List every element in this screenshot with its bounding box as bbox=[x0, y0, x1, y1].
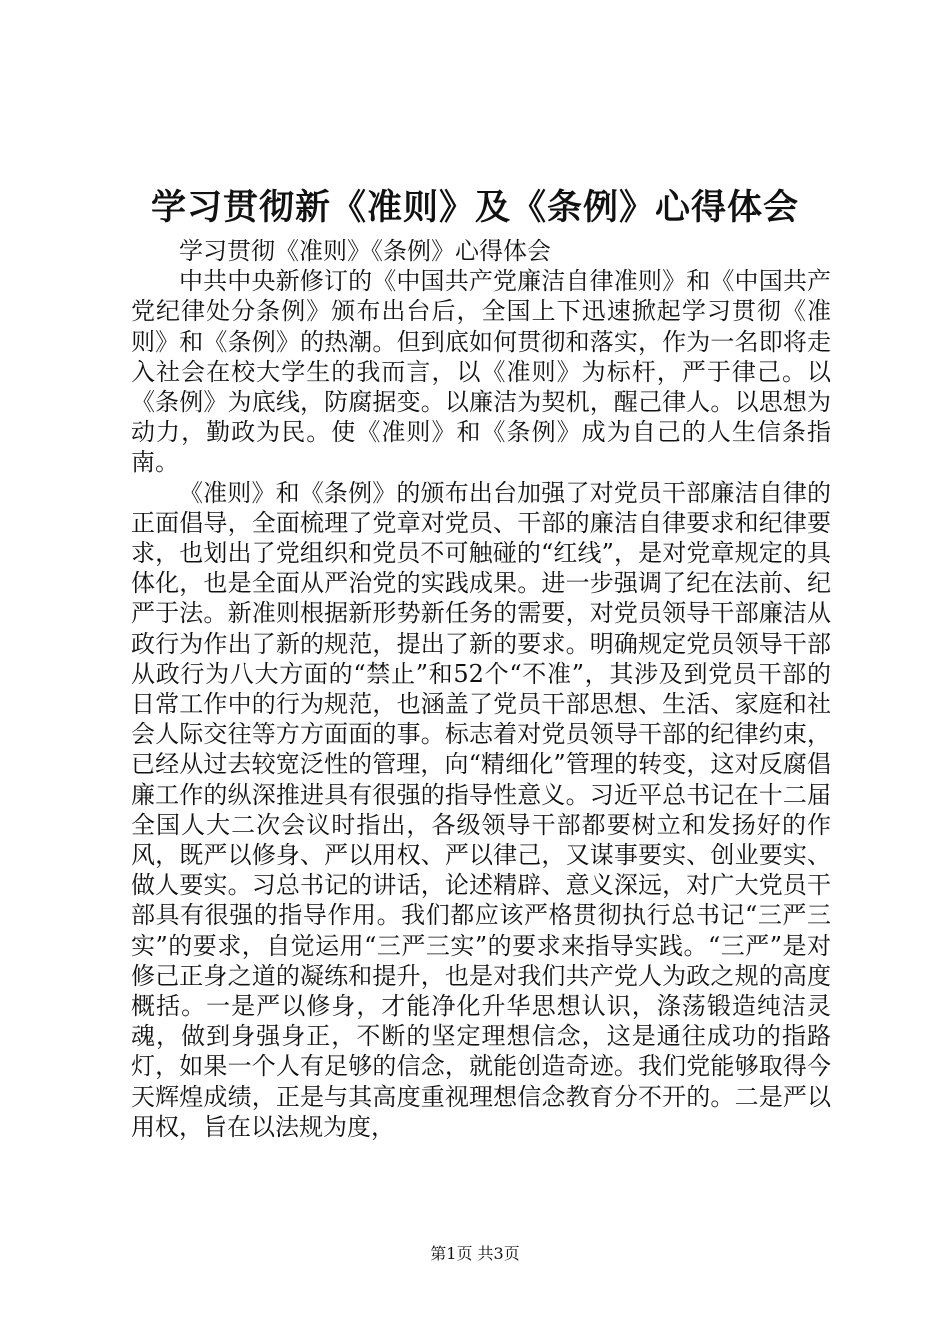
document-title: 学习贯彻新《准则》及《条例》心得体会 bbox=[150, 187, 799, 228]
page-number-footer: 第1页 共3页 bbox=[430, 1244, 520, 1263]
paragraph-2: 《准则》和《条例》的颁布出台加强了对党员干部廉洁自律的正面倡导，全面梳理了党章对党员、干部的廉洁自律要求和纪律要求，也划出了党组织和党员不可触碰的“红线”，是对党章规定的具体化，也是全面从严治党的实践成果。进一步强调了纪在法前、纪严于法。新准则根据新形势新任务的需要，对党员领导干部廉洁从政行为作出了新的规范，提出了新的要求。明确规定党员领导干部从政行为八大方面的“禁止”和52个“不准”，其涉及到党员干部的日常工作中的行为规范，也涵盖了党员干部思想、生活、家庭和社会人际交往等方方面面的事。标志着对党员领导干部的纪律约束，已经从过去较宽泛性的管理，向“精细化”管理的转变，这对反腐倡廉工作的纵深推进具有很强的指导性意义。习近平总书记在十二届全国人大二次会议时指出，各级领导干部都要树立和发扬好的作风，既严以修身、严以用权、严以律己，又谋事要实、创业要实、做人要实。习总书记的讲话，论述精辟、意义深远，对广大党员干部具有很强的指导作用。我们都应该严格贯彻执行总书记“三严三实”的要求，自觉运用“三严三实”的要求来指导实践。“三严”是对修己正身之道的凝练和提升，也是对我们共产党人为政之规的高度概括。一是严以修身，才能净化升华思想认识，涤荡锻造纯洁灵魂，做到身强身正，不断的坚定理想信念，这是通往成功的指路灯，如果一个人有足够的信念，就能创造奇迹。我们党能够取得今天辉煌成绩，正是与其高度重视理想信念教育分不开的。二是严以用权，旨在以法规为度， bbox=[131, 478, 831, 1141]
document-subtitle: 学习贯彻《准则》《条例》心得体会 bbox=[179, 237, 551, 265]
paragraph-1: 中共中央新修订的《中国共产党廉洁自律准则》和《中国共产党纪律处分条例》颁布出台后，全国上下迅速掀起学习贯彻《准则》和《条例》的热潮。但到底如何贯彻和落实，作为一名即将走入社会在校大学生的我而言，以《准则》为标杆，严于律己。以《条例》为底线，防腐据变。以廉洁为契机，醒己律人。以思想为动力，勤政为民。使《准则》和《条例》成为自己的人生信条指南。 bbox=[131, 267, 831, 477]
document-body bbox=[131, 236, 831, 1142]
